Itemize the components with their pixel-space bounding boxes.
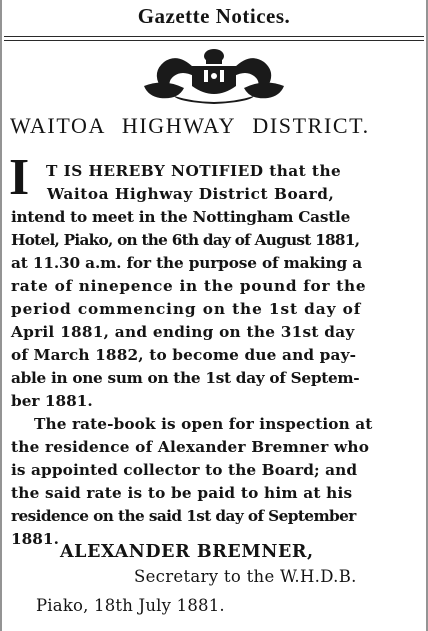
notice-line: T IS HEREBY NOTIFIED that the [46, 162, 342, 180]
heading-rule [4, 36, 424, 37]
notice-line: The rate-book is open for inspection at [34, 415, 373, 433]
notice-line: at 11.30 a.m. for the purpose of making a [11, 254, 362, 272]
notice-line: is appointed collector to the Board; and [11, 461, 358, 479]
section-heading: Gazette Notices. [137, 4, 291, 28]
notice-line: Waitoa Highway District Board, [47, 185, 335, 203]
notice-line: April 1881, and ending on the 31st day [11, 323, 355, 341]
notice-line: the residence of Alexander Bremner who [11, 438, 370, 456]
notice-line: ber 1881. [11, 392, 93, 410]
notice-line: of March 1882, to become due and pay- [11, 346, 357, 364]
district-title: WAITOA HIGHWAY DISTRICT. [10, 113, 370, 138]
place-and-date: Piako, 18th July 1881. [36, 596, 225, 615]
signatory-title: Secretary to the W.H.D.B. [134, 567, 357, 586]
notice-line: Hotel, Piako, on the 6th day of August 1881, [11, 231, 360, 249]
signatory-name: ALEXANDER BREMNER, [60, 542, 314, 562]
notice-line: rate of ninepence in the pound for the [11, 277, 367, 295]
heading-rule-thin [4, 40, 424, 41]
notice-line: 1881. [11, 530, 59, 548]
notice-line: period commencing on the 1st day of [11, 300, 362, 318]
drop-cap: I [9, 149, 30, 206]
notice-line: the said rate is to be paid to him at his [11, 484, 353, 502]
notice-line: residence on the said 1st day of September [11, 507, 356, 525]
coat-of-arms-icon [114, 46, 314, 106]
page-edge-left [0, 0, 2, 631]
notice-line: intend to meet in the Nottingham Castle [11, 208, 351, 226]
notice-line: able in one sum on the 1st day of Septem- [11, 369, 360, 387]
